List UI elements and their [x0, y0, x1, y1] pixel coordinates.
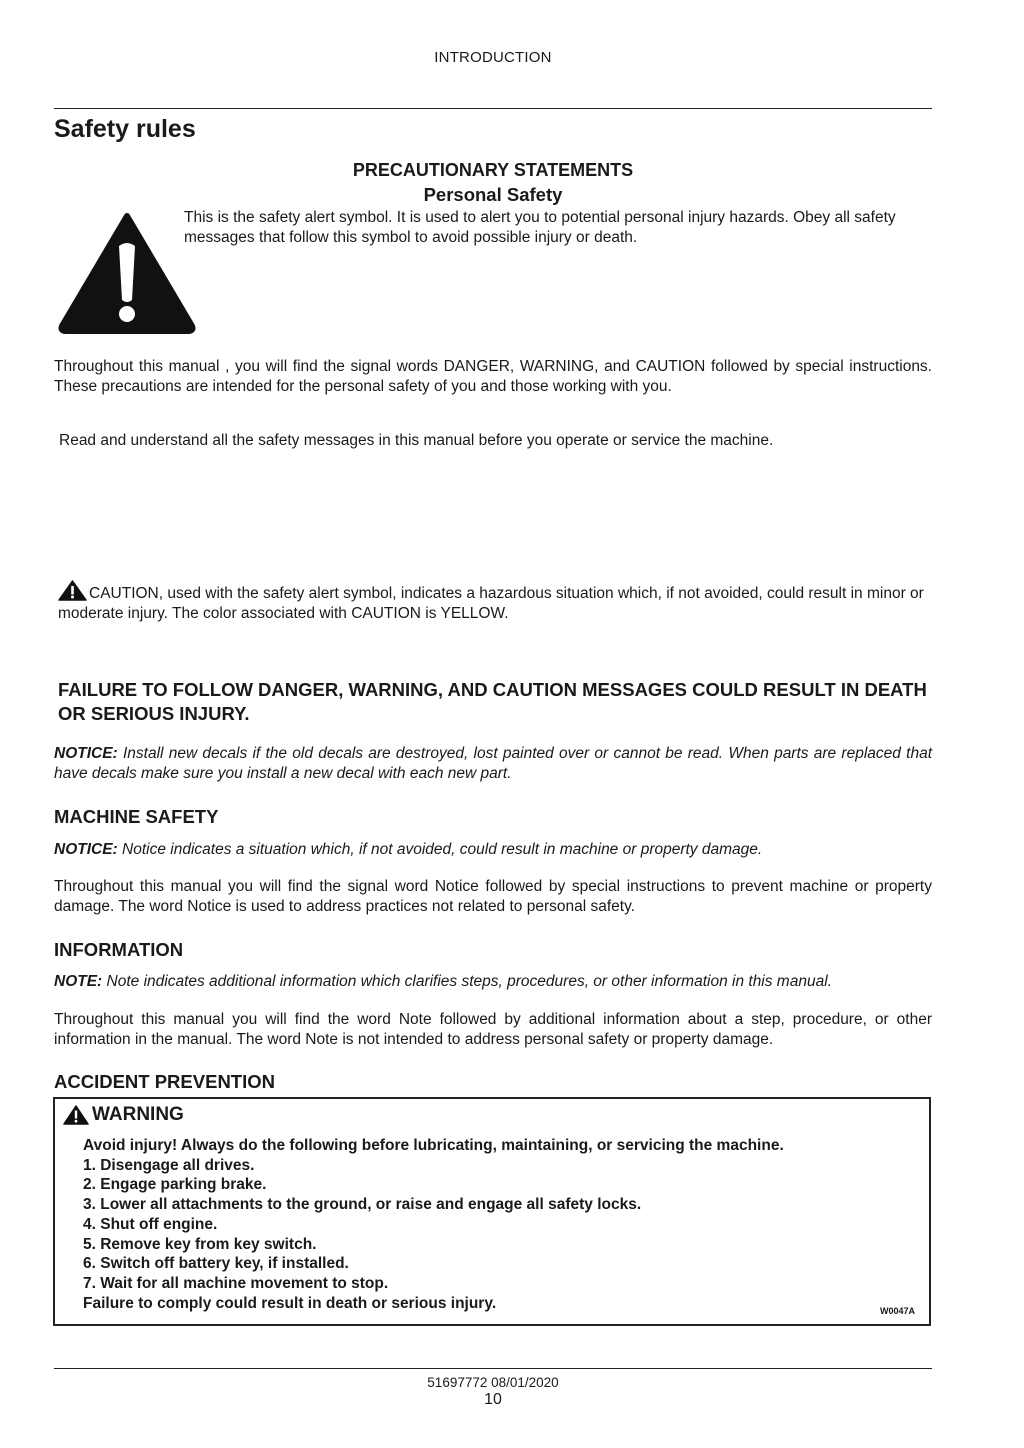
caution-alert-icon — [58, 580, 87, 601]
caution-paragraph — [58, 580, 932, 624]
warning-alert-icon — [63, 1105, 89, 1125]
machine-safety-paragraph: Throughout this manual you will find the signal word Notice followed by special instructions to prevent machine or property damage. The word Notice is used to address practices not related to personal safety. — [54, 878, 932, 915]
running-header: INTRODUCTION — [434, 49, 552, 66]
warning-code: W0047A — [879, 1306, 915, 1316]
failure-warning-heading: FAILURE TO FOLLOW DANGER, WARNING, AND CAUTION MESSAGES COULD RESULT IN DEATH OR SERIOUS INJURY. — [58, 679, 927, 724]
document-code: 51697772 08/01/2020 — [427, 1375, 559, 1390]
machine-notice-label: NOTICE: — [54, 841, 118, 858]
machine-safety-heading: MACHINE SAFETY — [54, 806, 219, 827]
decal-notice-text: Install new decals if the old decals are destroyed, lost painted over or cannot be read. When parts are replaced that have decals make sure you install a new decal with each new part. — [54, 745, 932, 782]
warning-instructions — [83, 1136, 784, 1313]
warning-title-text: WARNING — [92, 1104, 184, 1125]
warning-step: 4. Shut off engine. — [83, 1215, 218, 1233]
information-paragraph: Throughout this manual you will find the word Note followed by additional information about a step, procedure, or other information in the manual. The word Note is not intended to address personal safety or property damage. — [54, 1011, 932, 1048]
decal-notice — [54, 744, 932, 784]
precautionary-heading: PRECAUTIONARY STATEMENTS — [352, 160, 634, 180]
accident-prevention-heading: ACCIDENT PREVENTION — [54, 1071, 275, 1092]
machine-notice-text: Notice indicates a situation which, if not avoided, could result in machine or property damage. — [122, 841, 763, 858]
warning-step: 6. Switch off battery key, if installed. — [83, 1255, 349, 1273]
header-rule — [54, 108, 932, 109]
read-messages-paragraph: Read and understand all the safety messages in this manual before you operate or service the machine. — [59, 432, 774, 449]
warning-closing: Failure to comply could result in death or serious injury. — [83, 1294, 497, 1312]
safety-alert-icon — [58, 210, 196, 334]
footer-rule — [54, 1368, 932, 1369]
warning-step: 2. Engage parking brake. — [83, 1176, 267, 1194]
decal-notice-label: NOTICE: — [54, 745, 118, 762]
warning-title — [63, 1104, 184, 1126]
warning-step: 1. Disengage all drives. — [83, 1156, 255, 1174]
page-number: 10 — [484, 1391, 502, 1408]
signal-words-paragraph: Throughout this manual , you will find the signal words DANGER, WARNING, and CAUTION followed by special instructions. These precautions are intended for the personal safety of you and those working with you. — [54, 358, 932, 395]
information-heading: INFORMATION — [54, 939, 184, 960]
caution-text: CAUTION, used with the safety alert symbol, indicates a hazardous situation which, if not avoided, could result in minor or moderate injury. The color associated with CAUTION is YELLOW. — [58, 585, 924, 622]
safety-alert-description: This is the safety alert symbol. It is used to alert you to potential personal injury hazards. Obey all safety messages that follow this symbol to avoid possible injury or death. — [184, 209, 896, 246]
page-title: Safety rules — [54, 115, 196, 143]
machine-notice — [54, 840, 932, 860]
warning-intro: Avoid injury! Always do the following before lubricating, maintaining, or servicing the machine. — [83, 1137, 784, 1154]
information-note — [54, 972, 932, 992]
warning-step: 7. Wait for all machine movement to stop. — [83, 1274, 389, 1292]
warning-step: 3. Lower all attachments to the ground, or raise and engage all safety locks. — [83, 1196, 642, 1214]
information-note-text: Note indicates additional information which clarifies steps, procedures, or other information in this manual. — [106, 973, 832, 990]
personal-safety-heading: Personal Safety — [423, 184, 563, 205]
information-note-label: NOTE: — [54, 973, 103, 990]
warning-step: 5. Remove key from key switch. — [83, 1235, 317, 1253]
warning-box — [53, 1097, 931, 1326]
